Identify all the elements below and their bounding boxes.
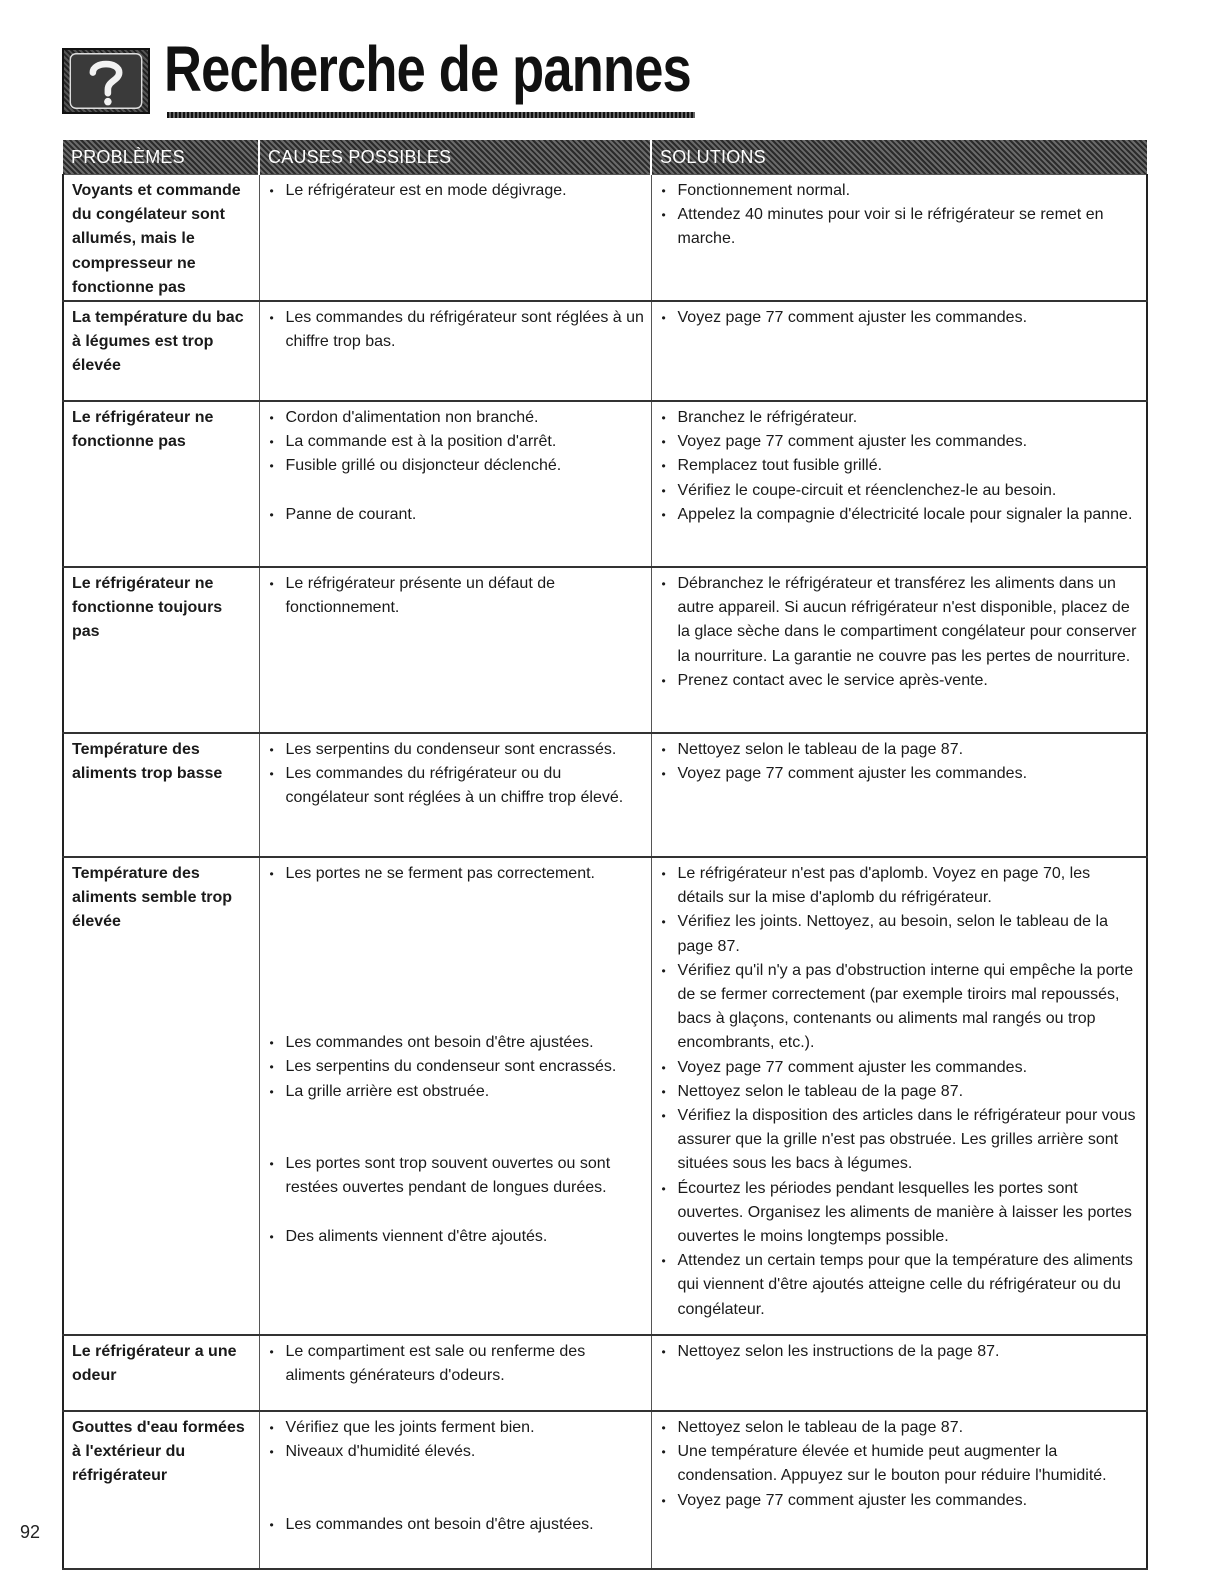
cause-item: • Les portes sont trop souvent ouvertes ou sont restées ouvertes pendant de longues durées. (266, 1152, 645, 1200)
solutions-cell (651, 1335, 1147, 1411)
problem-cell: La température du bac à légumes est trop élevée (63, 301, 259, 401)
troubleshooting-table (62, 140, 1148, 1570)
solution-item: • Appelez la compagnie d'électricité locale pour signaler la panne. (658, 503, 1141, 527)
cause-item: • Les commandes ont besoin d'être ajustées. (266, 1513, 645, 1537)
cause-item: • La commande est à la position d'arrêt. (266, 430, 645, 454)
solution-item: • Écourtez les périodes pendant lesquelles les portes sont ouvertes. Organisez les aliments de manière à laisser les portes ouvertes le moins longtemps possible. (658, 1177, 1141, 1250)
solution-item: • Voyez page 77 comment ajuster les commandes. (658, 762, 1141, 786)
solutions-cell (651, 301, 1147, 401)
table-row (63, 401, 1147, 567)
page-header (62, 33, 691, 120)
solutions-cell (651, 175, 1147, 302)
solution-item: • Nettoyez selon le tableau de la page 87. (658, 738, 1141, 762)
solution-item: • Vérifiez la disposition des articles dans le réfrigérateur pour vous assurer que la grille n'est pas obstruée. Les grilles arrière sont situées sous les bacs à légumes. (658, 1104, 1141, 1177)
column-header-solutions: SOLUTIONS (651, 140, 1147, 175)
solution-item: • Voyez page 77 comment ajuster les commandes. (658, 1056, 1141, 1080)
page-number: 92 (20, 1522, 41, 1542)
causes-cell (259, 175, 651, 302)
cause-item: • La grille arrière est obstruée. (266, 1080, 645, 1104)
problem-cell: Le réfrigérateur a une odeur (63, 1335, 259, 1411)
causes-cell (259, 301, 651, 401)
solution-item: • Le réfrigérateur n'est pas d'aplomb. Voyez en page 70, les détails sur la mise d'aplomb du réfrigérateur. (658, 862, 1141, 910)
causes-cell (259, 733, 651, 857)
solution-item: • Débranchez le réfrigérateur et transférez les aliments dans un autre appareil. Si aucun réfrigérateur n'est disponible, placez de la glace sèche dans le compartiment congélateur pour conserver la nourriture. La garantie ne couvre pas les pertes de nourriture. (658, 572, 1141, 669)
causes-cell (259, 567, 651, 733)
solution-item: • Branchez le réfrigérateur. (658, 406, 1141, 430)
solutions-cell (651, 567, 1147, 733)
cause-item: • Panne de courant. (266, 503, 645, 527)
solution-item: • Attendez 40 minutes pour voir si le réfrigérateur se remet en marche. (658, 203, 1141, 251)
problem-cell: Gouttes d'eau formées à l'extérieur du réfrigérateur (63, 1411, 259, 1569)
cause-item: • Cordon d'alimentation non branché. (266, 406, 645, 430)
cause-item: • Le réfrigérateur est en mode dégivrage. (266, 179, 645, 203)
table-row (63, 175, 1147, 302)
solution-item: • Nettoyez selon le tableau de la page 87. (658, 1080, 1141, 1104)
causes-cell (259, 1335, 651, 1411)
cause-item: • Les portes ne se ferment pas correctement. (266, 862, 645, 886)
solution-item: • Une température élevée et humide peut augmenter la condensation. Appuyez sur le bouton pour réduire l'humidité. (658, 1440, 1141, 1488)
solution-item: • Voyez page 77 comment ajuster les commandes. (658, 1489, 1141, 1513)
cause-item: • Les commandes du réfrigérateur sont réglées à un chiffre trop bas. (266, 306, 645, 354)
solution-item: • Fonctionnement normal. (658, 179, 1141, 203)
solution-item: • Prenez contact avec le service après-vente. (658, 669, 1141, 693)
causes-cell (259, 857, 651, 1335)
cause-item: • Vérifiez que les joints ferment bien. (266, 1416, 645, 1440)
table-row (63, 857, 1147, 1335)
solution-item: • Voyez page 77 comment ajuster les commandes. (658, 430, 1141, 454)
table-row (63, 301, 1147, 401)
cause-item: • Le réfrigérateur présente un défaut de fonctionnement. (266, 572, 645, 620)
solutions-cell (651, 857, 1147, 1335)
column-header-problems: PROBLÈMES (63, 140, 259, 175)
solutions-cell (651, 401, 1147, 567)
solution-item: • Voyez page 77 comment ajuster les commandes. (658, 306, 1141, 330)
solution-item: • Vérifiez le coupe-circuit et réenclenchez-le au besoin. (658, 479, 1141, 503)
solution-item: • Vérifiez qu'il n'y a pas d'obstruction interne qui empêche la porte de se fermer correctement (par exemple tiroirs mal repoussés, bacs à glaçons, contenants ou aliments mal rangés ou trop encombrants, etc.). (658, 959, 1141, 1056)
table-header-row (63, 140, 1147, 175)
problem-cell: Le réfrigérateur ne fonctionne pas (63, 401, 259, 567)
problem-cell: Température des aliments semble trop élevée (63, 857, 259, 1335)
page-title: Recherche de pannes (164, 33, 691, 105)
problem-cell: Température des aliments trop basse (63, 733, 259, 857)
solutions-cell (651, 733, 1147, 857)
cause-item: • Des aliments viennent d'être ajoutés. (266, 1225, 645, 1249)
solution-item: • Vérifiez les joints. Nettoyez, au besoin, selon le tableau de la page 87. (658, 910, 1141, 958)
cause-item: • Fusible grillé ou disjoncteur déclenché. (266, 454, 645, 478)
causes-cell (259, 1411, 651, 1569)
table-row (63, 567, 1147, 733)
cause-item: • Les serpentins du condenseur sont encrassés. (266, 1055, 645, 1079)
title-underline (167, 112, 695, 118)
cause-item: • Les commandes ont besoin d'être ajustées. (266, 1031, 645, 1055)
problem-cell: Le réfrigérateur ne fonctionne toujours pas (63, 567, 259, 733)
column-header-causes: CAUSES POSSIBLES (259, 140, 651, 175)
solution-item: • Nettoyez selon le tableau de la page 87. (658, 1416, 1141, 1440)
solution-item: • Remplacez tout fusible grillé. (658, 454, 1141, 478)
solution-item: • Attendez un certain temps pour que la température des aliments qui viennent d'être ajoutés atteigne celle du réfrigérateur ou du congélateur. (658, 1249, 1141, 1322)
table-row (63, 1411, 1147, 1569)
cause-item: • Les commandes du réfrigérateur ou du congélateur sont réglées à un chiffre trop élevé. (266, 762, 645, 810)
table-row (63, 733, 1147, 857)
cause-item: • Les serpentins du condenseur sont encrassés. (266, 738, 645, 762)
cause-item: • Niveaux d'humidité élevés. (266, 1440, 645, 1464)
question-mark-icon (62, 48, 150, 114)
cause-item: • Le compartiment est sale ou renferme des aliments générateurs d'odeurs. (266, 1340, 645, 1388)
problem-cell: Voyants et commande du congélateur sont allumés, mais le compresseur ne fonctionne pas (63, 175, 259, 302)
solution-item: • Nettoyez selon les instructions de la page 87. (658, 1340, 1141, 1364)
table-row (63, 1335, 1147, 1411)
solutions-cell (651, 1411, 1147, 1569)
causes-cell (259, 401, 651, 567)
